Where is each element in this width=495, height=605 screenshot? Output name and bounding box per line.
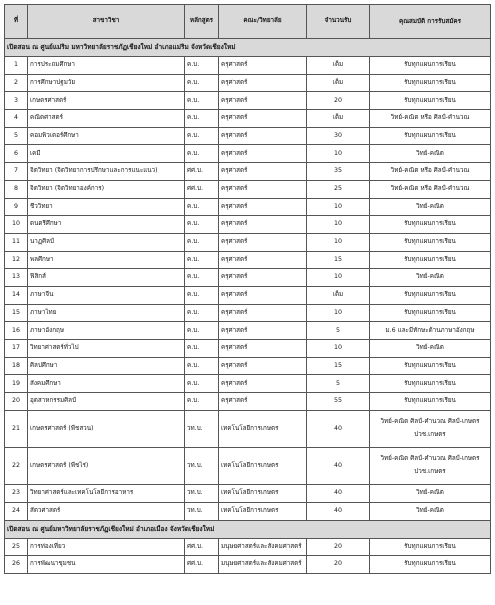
cell-program: สัตวศาสตร์ [28, 502, 185, 520]
cell-degree: ศศ.บ. [185, 538, 219, 556]
cell-program: จิตวิทยา (จิตวิทยาการปรึกษาและการแนะแนว) [28, 163, 185, 181]
table-row [5, 538, 491, 556]
cell-capacity: เต็ม [307, 110, 370, 128]
table-row [5, 340, 491, 358]
cell-qualification: วิทย์-คณิต หรือ ศิลป์-คำนวณ [370, 180, 491, 198]
cell-num: 4 [5, 110, 28, 128]
cell-faculty: ครุศาสตร์ [219, 216, 307, 234]
cell-degree: ค.บ. [185, 251, 219, 269]
admission-table [4, 4, 491, 574]
cell-program: พลศึกษา [28, 251, 185, 269]
cell-degree: วท.บ. [185, 447, 219, 484]
cell-qualification: วิทย์-คณิต หรือ ศิลป์-คำนวณ [370, 110, 491, 128]
cell-num: 1 [5, 57, 28, 75]
cell-num: 24 [5, 502, 28, 520]
cell-capacity: เต็ม [307, 286, 370, 304]
cell-capacity: 5 [307, 322, 370, 340]
cell-qualification: ม.6 และมีทักษะด้านภาษาอังกฤษ [370, 322, 491, 340]
table-row [5, 447, 491, 484]
cell-program: นาฏศิลป์ [28, 233, 185, 251]
cell-faculty: ครุศาสตร์ [219, 74, 307, 92]
cell-program: วิทยาศาสตร์ทั่วไป [28, 340, 185, 358]
cell-degree: ค.บ. [185, 92, 219, 110]
cell-faculty: ครุศาสตร์ [219, 110, 307, 128]
cell-program: ศิลปศึกษา [28, 357, 185, 375]
cell-degree: ศศ.บ. [185, 180, 219, 198]
cell-qualification: รับทุกแผนการเรียน [370, 74, 491, 92]
table-row [5, 180, 491, 198]
cell-qualification: รับทุกแผนการเรียน [370, 92, 491, 110]
cell-qualification: วิทย์-คณิต [370, 502, 491, 520]
table-row [5, 216, 491, 234]
cell-program: ฟิสิกส์ [28, 269, 185, 287]
cell-degree: ค.บ. [185, 145, 219, 163]
section-title: เปิดสอน ณ ศูนย์มหาวิทยาลัยราชภัฏเชียงใหม่ อำเภอเมือง จังหวัดเชียงใหม่ [5, 520, 491, 538]
cell-degree: ค.บ. [185, 74, 219, 92]
cell-degree: ค.บ. [185, 110, 219, 128]
cell-qualification: รับทุกแผนการเรียน [370, 286, 491, 304]
cell-capacity: เต็ม [307, 74, 370, 92]
cell-capacity: 40 [307, 485, 370, 503]
cell-num: 8 [5, 180, 28, 198]
table-row [5, 322, 491, 340]
cell-faculty: ครุศาสตร์ [219, 57, 307, 75]
cell-faculty: เทคโนโลยีการเกษตร [219, 502, 307, 520]
cell-num: 11 [5, 233, 28, 251]
cell-program: ภาษาไทย [28, 304, 185, 322]
cell-capacity: 25 [307, 180, 370, 198]
table-row [5, 375, 491, 393]
cell-program: ภาษาอังกฤษ [28, 322, 185, 340]
cell-qualification: รับทุกแผนการเรียน [370, 393, 491, 411]
table-row [5, 163, 491, 181]
cell-num: 22 [5, 447, 28, 484]
cell-program: การประถมศึกษา [28, 57, 185, 75]
cell-capacity: 40 [307, 502, 370, 520]
cell-qualification: รับทุกแผนการเรียน [370, 216, 491, 234]
cell-program: คอมพิวเตอร์ศึกษา [28, 127, 185, 145]
cell-num: 5 [5, 127, 28, 145]
cell-faculty: ครุศาสตร์ [219, 180, 307, 198]
cell-faculty: ครุศาสตร์ [219, 198, 307, 216]
cell-degree: ค.บ. [185, 216, 219, 234]
cell-num: 7 [5, 163, 28, 181]
cell-num: 6 [5, 145, 28, 163]
header-num: ที่ [5, 5, 28, 39]
cell-program: อุตสาหกรรมศิลป์ [28, 393, 185, 411]
cell-degree: ค.บ. [185, 286, 219, 304]
table-row [5, 145, 491, 163]
cell-program: การพัฒนาชุมชน [28, 556, 185, 574]
table-row [5, 251, 491, 269]
cell-faculty: มนุษยศาสตร์และสังคมศาสตร์ [219, 538, 307, 556]
cell-num: 16 [5, 322, 28, 340]
cell-capacity: 20 [307, 556, 370, 574]
cell-degree: วท.บ. [185, 502, 219, 520]
cell-qualification: รับทุกแผนการเรียน [370, 127, 491, 145]
cell-qualification: รับทุกแผนการเรียน [370, 538, 491, 556]
cell-num: 3 [5, 92, 28, 110]
cell-num: 20 [5, 393, 28, 411]
cell-degree: ค.บ. [185, 269, 219, 287]
cell-program: เกษตรศาสตร์ [28, 92, 185, 110]
cell-qualification: รับทุกแผนการเรียน [370, 304, 491, 322]
table-row [5, 74, 491, 92]
cell-faculty: ครุศาสตร์ [219, 233, 307, 251]
cell-degree: ค.บ. [185, 340, 219, 358]
cell-capacity: 5 [307, 375, 370, 393]
section-title: เปิดสอน ณ ศูนย์แม่ริม มหาวิทยาลัยราชภัฏเชียงใหม่ อำเภอแม่ริม จังหวัดเชียงใหม่ [5, 39, 491, 57]
table-row [5, 127, 491, 145]
table-row [5, 198, 491, 216]
cell-capacity: 20 [307, 92, 370, 110]
cell-num: 15 [5, 304, 28, 322]
cell-degree: ค.บ. [185, 357, 219, 375]
cell-num: 12 [5, 251, 28, 269]
cell-capacity: 10 [307, 198, 370, 216]
cell-faculty: ครุศาสตร์ [219, 340, 307, 358]
cell-program: วิทยาศาสตร์และเทคโนโลยีการอาหาร [28, 485, 185, 503]
cell-faculty: ครุศาสตร์ [219, 269, 307, 287]
cell-faculty: ครุศาสตร์ [219, 163, 307, 181]
header-capacity: จำนวนรับ [307, 5, 370, 39]
cell-degree: ค.บ. [185, 304, 219, 322]
cell-capacity: 30 [307, 127, 370, 145]
cell-qualification: รับทุกแผนการเรียน [370, 556, 491, 574]
cell-program: สังคมศึกษา [28, 375, 185, 393]
cell-faculty: ครุศาสตร์ [219, 322, 307, 340]
cell-degree: ค.บ. [185, 198, 219, 216]
cell-num: 26 [5, 556, 28, 574]
cell-degree: ศศ.บ. [185, 163, 219, 181]
table-row [5, 556, 491, 574]
header-program: สาขาวิชา [28, 5, 185, 39]
header-row [5, 5, 491, 39]
table-row [5, 304, 491, 322]
header-qualification: คุณสมบัติ การรับสมัคร [370, 5, 491, 39]
header-faculty: คณะ/วิทยาลัย [219, 5, 307, 39]
cell-qualification: รับทุกแผนการเรียน [370, 357, 491, 375]
cell-program: ชีววิทยา [28, 198, 185, 216]
cell-faculty: ครุศาสตร์ [219, 357, 307, 375]
cell-num: 13 [5, 269, 28, 287]
cell-qualification: รับทุกแผนการเรียน [370, 251, 491, 269]
cell-capacity: 10 [307, 233, 370, 251]
cell-faculty: เทคโนโลยีการเกษตร [219, 410, 307, 447]
cell-num: 2 [5, 74, 28, 92]
cell-num: 19 [5, 375, 28, 393]
cell-qualification: วิทย์-คณิต [370, 269, 491, 287]
cell-faculty: ครุศาสตร์ [219, 251, 307, 269]
cell-capacity: 35 [307, 163, 370, 181]
cell-num: 21 [5, 410, 28, 447]
table-row [5, 393, 491, 411]
cell-capacity: 10 [307, 340, 370, 358]
cell-qualification: วิทย์-คณิต [370, 485, 491, 503]
cell-faculty: ครุศาสตร์ [219, 393, 307, 411]
cell-num: 9 [5, 198, 28, 216]
cell-qualification: รับทุกแผนการเรียน [370, 57, 491, 75]
cell-faculty: ครุศาสตร์ [219, 145, 307, 163]
cell-qualification: วิทย์-คณิต หรือ ศิลป์-คำนวณ [370, 163, 491, 181]
table-row [5, 57, 491, 75]
table-body [5, 39, 491, 574]
cell-faculty: มนุษยศาสตร์และสังคมศาสตร์ [219, 556, 307, 574]
cell-capacity: 10 [307, 145, 370, 163]
cell-qualification: วิทย์-คณิต ศิลป์-คำนวณ ศิลป์-เกษตร ปวช.เกษตร [370, 447, 491, 484]
cell-capacity: 10 [307, 269, 370, 287]
cell-capacity: 10 [307, 216, 370, 234]
table-row [5, 502, 491, 520]
table-row [5, 110, 491, 128]
section-header-row [5, 39, 491, 57]
cell-capacity: 10 [307, 304, 370, 322]
cell-program: ดนตรีศึกษา [28, 216, 185, 234]
cell-degree: ค.บ. [185, 57, 219, 75]
cell-faculty: ครุศาสตร์ [219, 92, 307, 110]
cell-qualification: วิทย์-คณิต [370, 198, 491, 216]
table-row [5, 286, 491, 304]
table-row [5, 92, 491, 110]
cell-num: 18 [5, 357, 28, 375]
cell-degree: ค.บ. [185, 322, 219, 340]
cell-degree: วท.บ. [185, 485, 219, 503]
table-row [5, 410, 491, 447]
cell-faculty: ครุศาสตร์ [219, 304, 307, 322]
cell-program: คณิตศาสตร์ [28, 110, 185, 128]
cell-program: เกษตรศาสตร์ (พืชสวน) [28, 410, 185, 447]
cell-qualification: วิทย์-คณิต ศิลป์-คำนวณ ศิลป์-เกษตร ปวช.เกษตร [370, 410, 491, 447]
cell-capacity: 20 [307, 538, 370, 556]
section-header-row [5, 520, 491, 538]
cell-capacity: 55 [307, 393, 370, 411]
cell-capacity: 40 [307, 410, 370, 447]
header-degree: หลักสูตร [185, 5, 219, 39]
cell-num: 25 [5, 538, 28, 556]
cell-faculty: เทคโนโลยีการเกษตร [219, 485, 307, 503]
cell-program: เกษตรศาสตร์ (พืชไร่) [28, 447, 185, 484]
cell-faculty: ครุศาสตร์ [219, 286, 307, 304]
cell-faculty: เทคโนโลยีการเกษตร [219, 447, 307, 484]
table-row [5, 269, 491, 287]
table-row [5, 485, 491, 503]
cell-qualification: วิทย์-คณิต [370, 145, 491, 163]
cell-num: 17 [5, 340, 28, 358]
table-row [5, 357, 491, 375]
cell-degree: ค.บ. [185, 233, 219, 251]
table-row [5, 233, 491, 251]
cell-qualification: รับทุกแผนการเรียน [370, 375, 491, 393]
cell-degree: ค.บ. [185, 375, 219, 393]
cell-degree: วท.บ. [185, 410, 219, 447]
cell-num: 14 [5, 286, 28, 304]
cell-program: จิตวิทยา (จิตวิทยาองค์การ) [28, 180, 185, 198]
cell-qualification: รับทุกแผนการเรียน [370, 233, 491, 251]
cell-capacity: 15 [307, 251, 370, 269]
cell-faculty: ครุศาสตร์ [219, 375, 307, 393]
cell-num: 23 [5, 485, 28, 503]
cell-degree: ค.บ. [185, 127, 219, 145]
cell-program: การท่องเที่ยว [28, 538, 185, 556]
cell-degree: ศศ.บ. [185, 556, 219, 574]
cell-faculty: ครุศาสตร์ [219, 127, 307, 145]
cell-capacity: 15 [307, 357, 370, 375]
cell-capacity: เต็ม [307, 57, 370, 75]
cell-degree: ค.บ. [185, 393, 219, 411]
cell-num: 10 [5, 216, 28, 234]
cell-qualification: วิทย์-คณิต [370, 340, 491, 358]
cell-capacity: 40 [307, 447, 370, 484]
cell-program: การศึกษาปฐมวัย [28, 74, 185, 92]
cell-program: เคมี [28, 145, 185, 163]
cell-program: ภาษาจีน [28, 286, 185, 304]
